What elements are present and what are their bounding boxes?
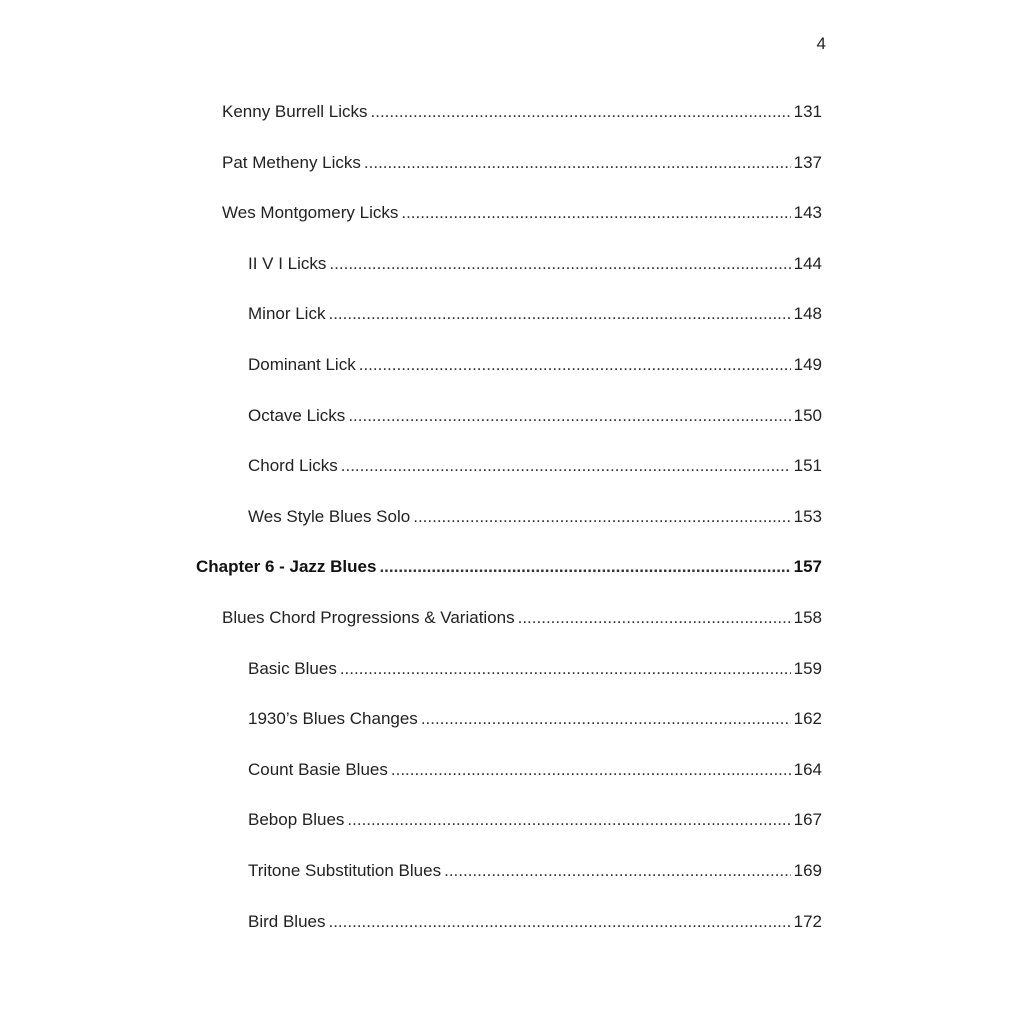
toc-entry[interactable]	[248, 808, 822, 832]
toc-dot-leader	[348, 404, 790, 428]
toc-dot-leader	[391, 758, 791, 782]
toc-dot-leader	[518, 606, 791, 630]
toc-entry-page-number: 172	[793, 912, 822, 931]
toc-entry[interactable]	[248, 302, 822, 326]
toc-dot-leader	[379, 555, 790, 579]
toc-entry[interactable]	[248, 758, 822, 782]
toc-entry-page-number: 157	[793, 557, 822, 576]
toc-entry[interactable]	[248, 707, 822, 731]
toc-entry-title: Chapter 6 - Jazz Blues	[196, 557, 377, 576]
toc-entry-page-number: 144	[793, 254, 822, 273]
toc-entry-page-number: 150	[793, 406, 822, 425]
toc-entry-page-number: 143	[793, 203, 822, 222]
toc-entry-title: Kenny Burrell Licks	[222, 102, 368, 121]
toc-entry-title: Wes Montgomery Licks	[222, 203, 399, 222]
toc-dot-leader	[444, 859, 791, 883]
toc-dot-leader	[371, 100, 791, 124]
toc-entry-page-number: 167	[793, 810, 822, 829]
toc-entry-page-number: 158	[793, 608, 822, 627]
toc-entry-page-number: 169	[793, 861, 822, 880]
toc-entry-title: Count Basie Blues	[248, 760, 388, 779]
toc-entry[interactable]	[248, 505, 822, 529]
toc-entry[interactable]	[248, 910, 822, 934]
toc-entry-title: Bird Blues	[248, 912, 326, 931]
toc-entry[interactable]	[248, 353, 822, 377]
toc-entry-title: II V I Licks	[248, 254, 327, 273]
toc-entry[interactable]	[222, 606, 822, 630]
toc-dot-leader	[328, 910, 790, 934]
toc-entry-page-number: 162	[793, 709, 822, 728]
toc-entry-page-number: 131	[793, 102, 822, 121]
toc-entry[interactable]	[248, 859, 822, 883]
toc-entry-page-number: 153	[793, 507, 822, 526]
toc-dot-leader	[364, 151, 791, 175]
toc-entry-page-number: 164	[793, 760, 822, 779]
toc-entry-page-number: 149	[793, 355, 822, 374]
toc-entry-title: Basic Blues	[248, 659, 337, 678]
toc-entry-title: Octave Licks	[248, 406, 346, 425]
toc-dot-leader	[328, 302, 790, 326]
toc-dot-leader	[347, 808, 790, 832]
toc-dot-leader	[401, 201, 790, 225]
toc-entry[interactable]	[222, 201, 822, 225]
toc-dot-leader	[329, 252, 790, 276]
toc-entry-title: Wes Style Blues Solo	[248, 507, 411, 526]
toc-dot-leader	[421, 707, 791, 731]
toc-entry-title: Dominant Lick	[248, 355, 356, 374]
toc-dot-leader	[413, 505, 790, 529]
toc-entry[interactable]	[248, 252, 822, 276]
toc-entry-page-number: 148	[793, 304, 822, 323]
toc-dot-leader	[341, 454, 791, 478]
toc-entry-page-number: 151	[793, 456, 822, 475]
toc-entry-title: Minor Lick	[248, 304, 326, 323]
toc-entry-title: Tritone Substitution Blues	[248, 861, 442, 880]
toc-entry-page-number: 159	[793, 659, 822, 678]
toc-dot-leader	[359, 353, 791, 377]
toc-entry[interactable]	[222, 151, 822, 175]
toc-entry-title: Chord Licks	[248, 456, 338, 475]
toc-entry-page-number: 137	[793, 153, 822, 172]
toc-entry-title: Bebop Blues	[248, 810, 345, 829]
toc-dot-leader	[340, 657, 791, 681]
toc-chapter-entry[interactable]	[196, 555, 822, 579]
page-number: 4	[816, 34, 826, 53]
toc-entry-title: Pat Metheny Licks	[222, 153, 361, 172]
toc-entry-title: 1930’s Blues Changes	[248, 709, 418, 728]
toc-entry[interactable]	[248, 657, 822, 681]
toc-entry[interactable]	[222, 100, 822, 124]
toc-entry[interactable]	[248, 404, 822, 428]
toc-entry-title: Blues Chord Progressions & Variations	[222, 608, 515, 627]
toc-entry[interactable]	[248, 454, 822, 478]
